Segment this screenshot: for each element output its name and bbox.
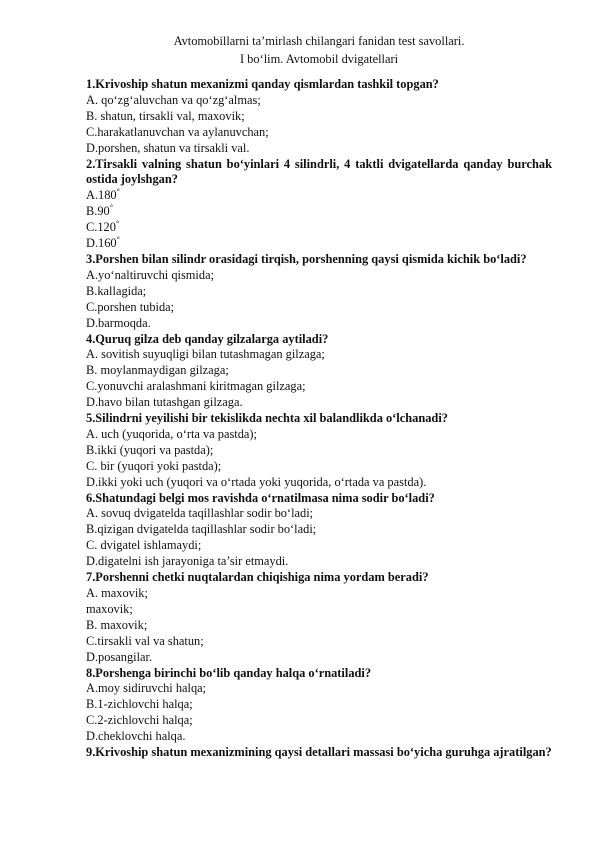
question-6: 6.Shatundagi belgi mos ravishda o‘rnatilmasa nima sodir bo‘ladi? <box>86 490 435 505</box>
answer-option: D.digatelni ish jarayoniga ta’sir etmaydi. <box>86 554 289 569</box>
answer-option: D.posangilar. <box>86 649 153 664</box>
answer-option: D.barmoqda. <box>86 315 151 330</box>
question-5: 5.Silindrni yeyilishi bir tekislikda nechta xil balandlikda o‘lchanadi? <box>86 411 448 426</box>
option-text: A.180 <box>86 188 117 203</box>
answer-option: A. sovuq dvigatelda taqillashlar sodir bo‘ladi; <box>86 506 314 521</box>
question-3: 3.Porshen bilan silindr orasidagi tirqish, porshenning qaysi qismida kichik bo‘ladi? <box>86 251 527 266</box>
degree-mark: ° <box>115 219 120 229</box>
answer-option: A.yo‘naltiruvchi qismida; <box>86 267 215 282</box>
answer-option: C.2-zichlovchi halqa; <box>86 713 193 728</box>
answer-option: B.1-zichlovchi halqa; <box>86 697 193 712</box>
answer-option: D.ikki yoki uch (yuqori va o‘rtada yoki yuqorida, o‘rtada va pastda). <box>86 474 427 489</box>
answer-option: C.porshen tubida; <box>86 299 175 314</box>
question-7: 7.Porshenni chetki nuqtalardan chiqishiga nima yordam beradi? <box>86 570 429 585</box>
document-title: Avtomobillarni ta’mirlash chilangari fanidan test savollari. <box>173 34 465 48</box>
answer-option: A. uch (yuqorida, o‘rta va pastda); <box>86 426 258 441</box>
answer-option: B.ikki (yuqori va pastda); <box>86 442 214 457</box>
answer-option: D.cheklovchi halqa. <box>86 729 186 744</box>
answer-option <box>86 220 552 236</box>
option-text: D.160 <box>86 236 117 251</box>
answer-option <box>86 236 552 252</box>
question-1: 1.Krivoship shatun mexanizmi qanday qismlardan tashkil topgan? <box>86 77 439 91</box>
degree-mark: ° <box>109 203 113 213</box>
degree-mark: ° <box>116 187 120 197</box>
answer-option: A.moy sidiruvchi halqa; <box>86 681 207 696</box>
section-title: I bo‘lim. Avtomobil dvigatellari <box>239 52 399 66</box>
answer-option: C. bir (yuqori yoki pastda); <box>86 458 222 473</box>
answer-option: C.tirsakli val va shatun; <box>86 633 204 648</box>
answer-option: B. shatun, tirsakli val, maxovik; <box>86 108 245 123</box>
question-4: 4.Quruq gilza deb qanday gilzalarga aytiladi? <box>86 331 329 346</box>
answer-option <box>86 188 552 204</box>
answer-option: C. dvigatel ishlamaydi; <box>86 538 202 553</box>
document-page <box>86 33 552 761</box>
answer-option: A. qo‘zg‘aluvchan va qo‘zg‘almas; <box>86 92 261 107</box>
answer-option: B. maxovik; <box>86 617 148 632</box>
answer-option: B.kallagida; <box>86 283 147 298</box>
question-2: 2.Tirsakli valning shatun bo‘yinlari 4 silindrli, 4 taktli dvigatellarda qanday burchak ostida joylshgan? <box>86 156 552 187</box>
answer-option: B. moylanmaydigan gilzaga; <box>86 363 229 378</box>
answer-option: D.porshen, shatun va tirsakli val. <box>86 140 250 155</box>
answer-option <box>86 204 552 220</box>
option-text: C.120 <box>86 220 116 235</box>
degree-mark: ° <box>116 235 120 245</box>
answer-option: C.harakatlanuvchan va aylanuvchan; <box>86 124 269 139</box>
question-9: 9.Krivoship shatun mexanizmining qaysi detallari massasi bo‘yicha guruhga ajratilgan? <box>86 745 552 760</box>
answer-option: A. maxovik; <box>86 586 148 600</box>
answer-option: C.yonuvchi aralashmani kiritmagan gilzaga; <box>86 379 306 394</box>
answer-option: maxovik; <box>86 601 133 616</box>
answer-option: B.qizigan dvigatelda taqillashlar sodir bo‘ladi; <box>86 522 317 537</box>
answer-option: A. sovitish suyuqligi bilan tutashmagan gilzaga; <box>86 347 325 362</box>
answer-option: D.havo bilan tutashgan gilzaga. <box>86 395 243 410</box>
option-text: B.90 <box>86 204 110 219</box>
question-8: 8.Porshenga birinchi bo‘lib qanday halqa o‘rnatiladi? <box>86 665 372 680</box>
